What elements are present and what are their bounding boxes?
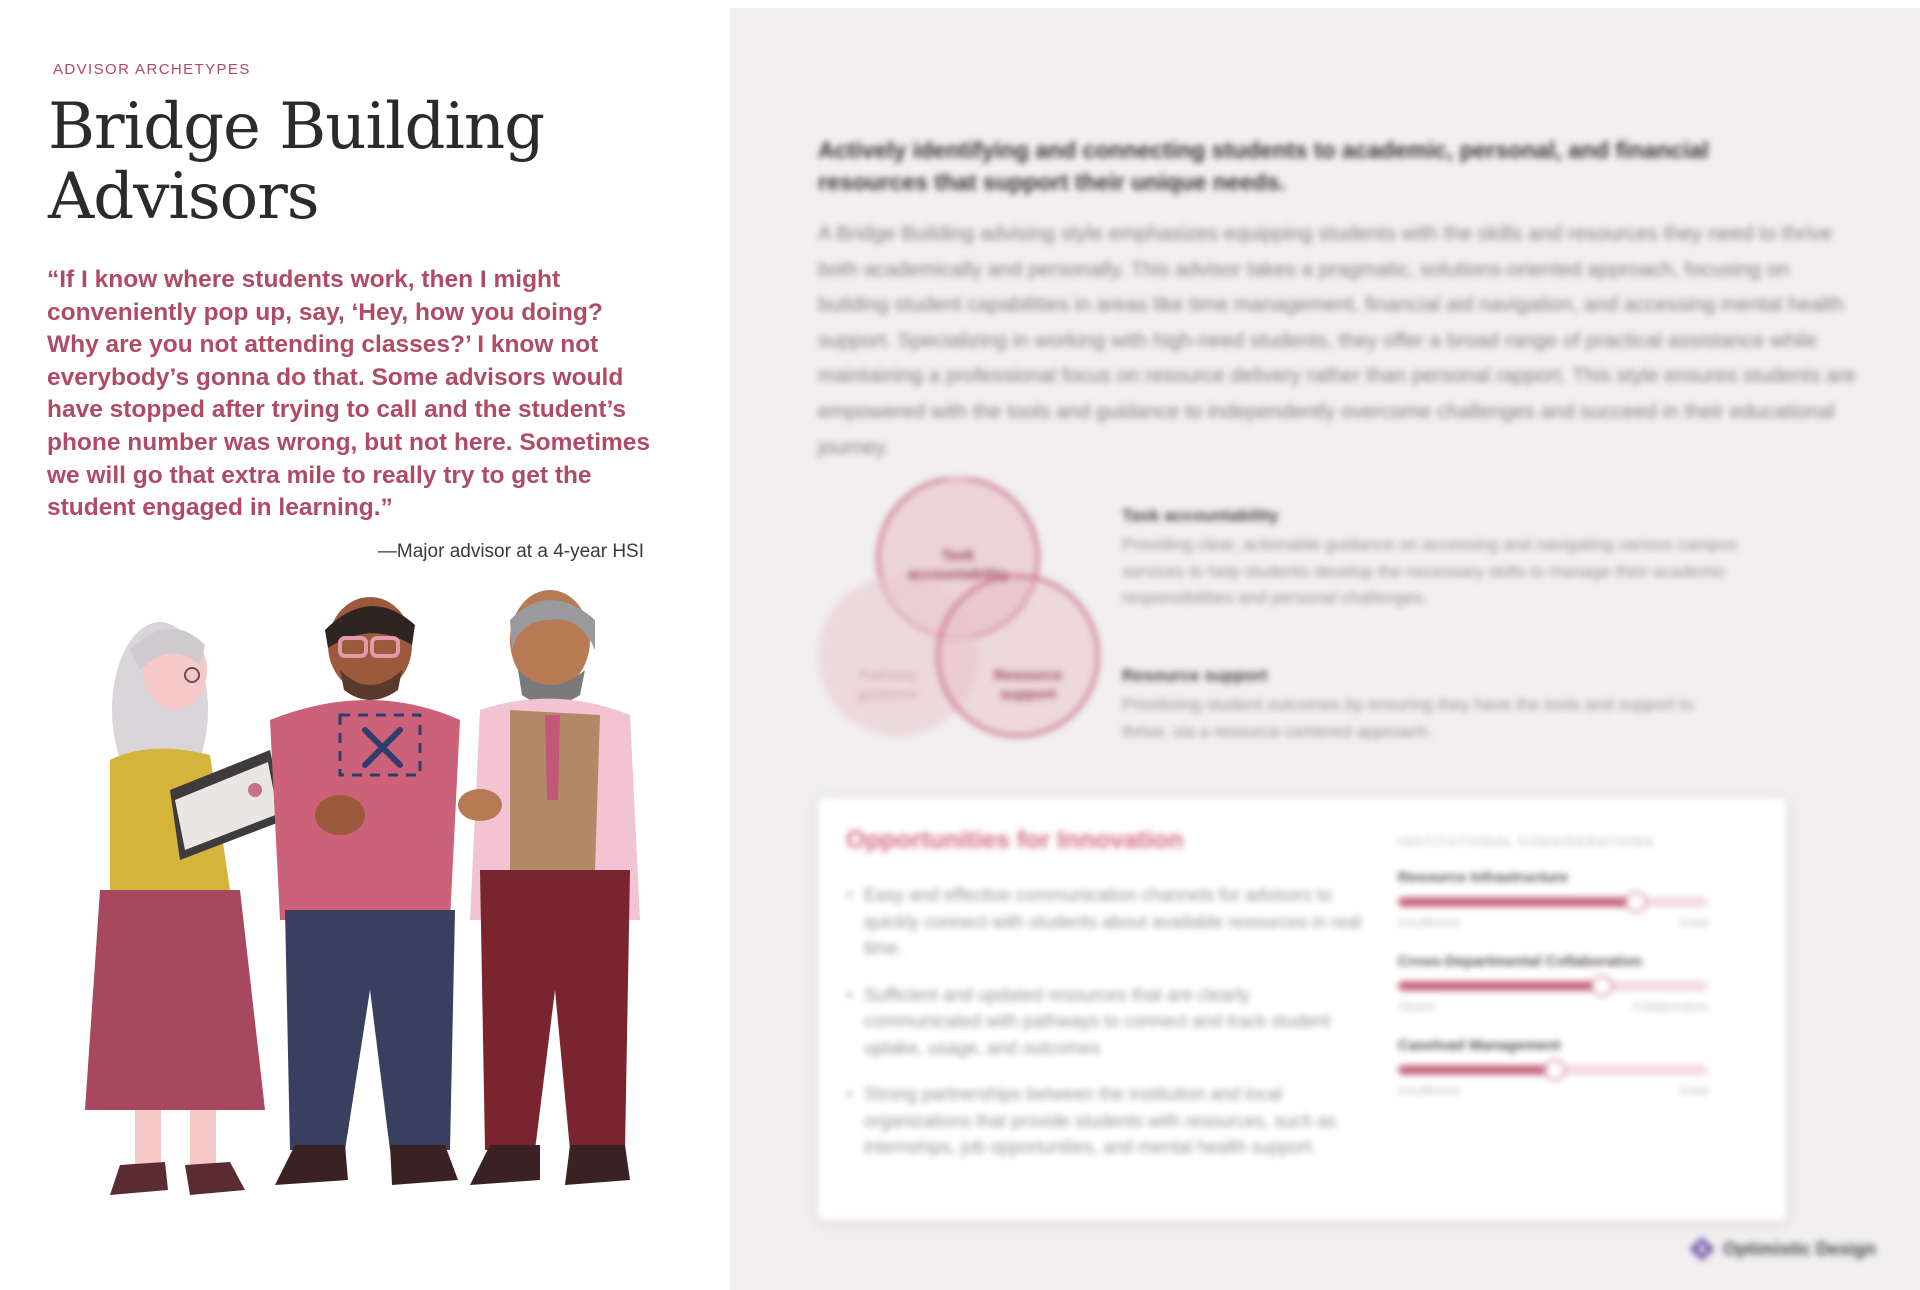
- center-man-figure: [270, 597, 460, 1185]
- pillar-task-accountability: [1122, 506, 1742, 612]
- eyebrow-label: ADVISOR ARCHETYPES: [53, 61, 251, 78]
- list-item: • Easy and effective communication channels for advisors to quickly connect with students about available resources in real time.: [846, 882, 1366, 962]
- slider-high-label: Solid: [1679, 1083, 1708, 1098]
- advisor-quote: “If I know where students work, then I might conveniently pop up, say, ‘Hey, how you doing? Why are you not attending classes?’ I know not everybody’s gonna do that. Some advisors would have stopped after trying to call and the student’s phone number was wrong, but not here. Sometimes we will go that extra mile to really try to get the student engaged in learning.”: [47, 266, 651, 522]
- pillar-description: Providing clear, actionable guidance on accessing and navigating various campus services to help students develop the necessary skills to manage their academic responsibilities and personal challenges.: [1122, 535, 1738, 607]
- blurred-content: [730, 8, 1920, 1290]
- slider-resource-infrastructure[interactable]: [1398, 869, 1718, 953]
- card-title: Opportunities for Innovation: [846, 826, 1184, 854]
- slider-handle[interactable]: [1625, 891, 1647, 913]
- slider-low-label: Insufficient: [1398, 915, 1460, 930]
- slider-fill: [1398, 981, 1600, 991]
- brand-name: Optimistic Design: [1722, 1238, 1876, 1259]
- opportunities-list: [846, 882, 1366, 1181]
- advisors-illustration: [40, 590, 720, 1250]
- venn-resource-line-1: Resource: [993, 667, 1063, 684]
- older-man-figure: [458, 590, 640, 1185]
- woman-figure: [85, 622, 285, 1195]
- page-title: [48, 92, 688, 232]
- slider-label: Cross-Departmental Collaboration: [1398, 953, 1643, 970]
- slider-handle[interactable]: [1544, 1059, 1566, 1081]
- left-panel: [0, 0, 720, 1290]
- slider-high-label: Collaborative: [1632, 999, 1708, 1014]
- list-item: • Sufficient and updated resources that are clearly communicated with pathways to connect and track student uptake, usage, and outcomes: [846, 982, 1366, 1062]
- venn-diagram: [818, 478, 1118, 768]
- venn-resource-line-2: support: [1000, 686, 1056, 703]
- venn-label-pathway: [838, 666, 938, 704]
- institutional-considerations: [1398, 834, 1718, 1121]
- innovation-card: [818, 798, 1786, 1220]
- slider-low-label: Siloed: [1398, 999, 1435, 1014]
- slider-track[interactable]: [1398, 981, 1708, 991]
- venn-pathway-line-2: guidance: [857, 686, 919, 703]
- slider-high-label: Solid: [1679, 915, 1708, 930]
- slider-track[interactable]: [1398, 1065, 1708, 1075]
- venn-label-task: [898, 546, 1018, 584]
- pillar-title: Resource support: [1122, 666, 1268, 685]
- venn-label-resource: [978, 666, 1078, 704]
- slider-scale: [1398, 999, 1708, 1014]
- slider-handle[interactable]: [1591, 975, 1613, 997]
- venn-pathway-line-1: Pathway: [859, 667, 917, 684]
- title-line-1: Bridge Building: [48, 90, 545, 164]
- pillar-resource-support: [1122, 666, 1742, 745]
- pillar-description: Prioritizing student outcomes by ensuring they have the tools and support to thrive, via a resource-centered approach.: [1122, 695, 1694, 741]
- quote-attribution: —Major advisor at a 4-year HSI: [377, 541, 644, 562]
- right-panel: [730, 8, 1920, 1290]
- brand-logo: [1691, 1238, 1876, 1260]
- slider-fill: [1398, 897, 1634, 907]
- slider-fill: [1398, 1065, 1553, 1075]
- slider-scale: [1398, 1083, 1708, 1098]
- slider-label: Caseload Management: [1398, 1037, 1561, 1054]
- title-line-2: Advisors: [48, 160, 319, 234]
- pillar-title: Task accountability: [1122, 506, 1279, 525]
- archetype-description: A Bridge Building advising style emphasizes equipping students with the skills and resources they need to thrive both academically and personally. This advisor takes a pragmatic, solutions-oriented approach, focusing on building student capabilities in areas like time management, financial aid navigation, and accessing mental health support. Specializing in working with high-need students, they offer a broad range of practical assistance while maintaining a professional focus on resource delivery rather than personal rapport. This style ensures students are empowered with the tools and guidance to independently overcome challenges and succeed in their educational journey.: [818, 222, 1856, 459]
- slider-label: Resource Infrastructure: [1398, 869, 1569, 886]
- list-item: • Strong partnerships between the institution and local organizations that provide students with resources, such as internships, job opportunities, and mental health support.: [846, 1081, 1366, 1161]
- slider-track[interactable]: [1398, 897, 1708, 907]
- slider-low-label: Insufficient: [1398, 1083, 1460, 1098]
- venn-task-line-2: accountability: [907, 566, 1009, 583]
- slider-scale: [1398, 915, 1708, 930]
- archetype-summary: Actively identifying and connecting students to academic, personal, and financial resources that support their unique needs.: [818, 137, 1709, 195]
- flower-logo-icon: [1691, 1238, 1713, 1260]
- slider-caseload-management[interactable]: [1398, 1037, 1718, 1121]
- considerations-heading: INSTITUTIONAL CONSIDERATIONS: [1398, 834, 1654, 849]
- slider-cross-departmental-collaboration[interactable]: [1398, 953, 1718, 1037]
- venn-task-line-1: Task: [941, 547, 975, 564]
- venn-circle-resource: [938, 576, 1098, 736]
